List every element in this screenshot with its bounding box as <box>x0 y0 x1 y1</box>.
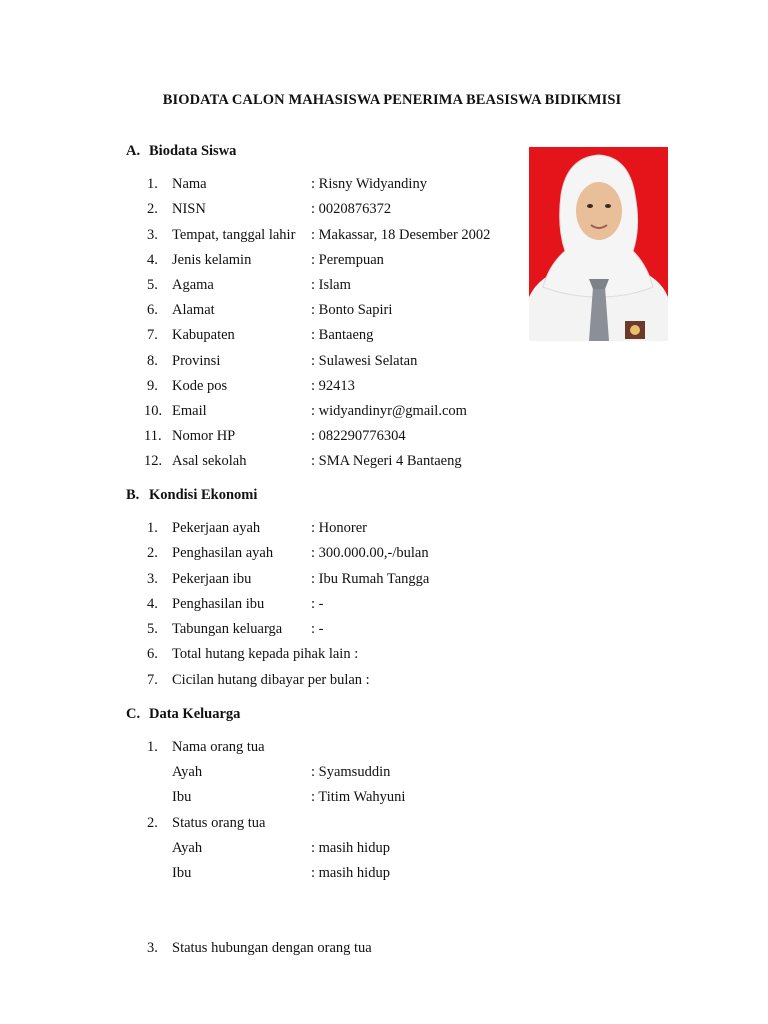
item-label: Ibu <box>172 865 192 881</box>
item-number: 12. <box>144 453 163 469</box>
item-value: : Islam <box>311 277 351 293</box>
item-number: 7. <box>147 672 158 688</box>
item-label: Kabupaten <box>172 327 235 343</box>
section-letter: C. <box>126 706 141 722</box>
section-c-heading <box>126 706 240 723</box>
item-number: 5. <box>147 621 158 637</box>
student-photo <box>529 147 668 341</box>
item-number: 3. <box>147 940 158 956</box>
item-number: 6. <box>147 302 158 318</box>
section-title: Kondisi Ekonomi <box>149 487 258 503</box>
item-label: Ayah <box>172 764 203 780</box>
item-value: : Risny Widyandiny <box>311 176 427 192</box>
item-label: Nomor HP <box>172 428 236 444</box>
item-label: Agama <box>172 277 214 293</box>
item-label: Alamat <box>172 302 215 318</box>
item-label: Jenis kelamin <box>172 252 252 268</box>
item-value: : Bantaeng <box>311 327 374 343</box>
item-label: Kode pos <box>172 378 228 394</box>
item-number: 3. <box>147 227 158 243</box>
item-value: : Titim Wahyuni <box>311 789 406 805</box>
item-value: : widyandinyr@gmail.com <box>311 403 467 419</box>
item-number: 2. <box>147 201 158 217</box>
section-letter: A. <box>126 143 141 159</box>
section-letter: B. <box>126 487 140 503</box>
item-label: Nama <box>172 176 207 192</box>
item-number: 11. <box>144 428 162 444</box>
item-number: 1. <box>147 176 158 192</box>
item-label: Status hubungan dengan orang tua <box>172 940 372 956</box>
item-number: 2. <box>147 545 158 561</box>
item-label: NISN <box>172 201 206 217</box>
item-label: Penghasilan ibu <box>172 596 265 612</box>
item-label: Nama orang tua <box>172 739 265 755</box>
item-number: 2. <box>147 815 158 831</box>
item-label: Ibu <box>172 789 192 805</box>
item-number: 1. <box>147 520 158 536</box>
item-label: Tempat, tanggal lahir <box>172 227 296 243</box>
item-label: Ayah <box>172 840 203 856</box>
item-label: Pekerjaan ayah <box>172 520 261 536</box>
section-title: Data Keluarga <box>149 706 241 722</box>
item-value: : Honorer <box>311 520 367 536</box>
item-number: 4. <box>147 596 158 612</box>
item-label: Status orang tua <box>172 815 266 831</box>
item-number: 1. <box>147 739 158 755</box>
item-value: : - <box>311 621 324 637</box>
section-b-heading <box>126 487 257 504</box>
item-number: 10. <box>144 403 163 419</box>
item-value: : Perempuan <box>311 252 384 268</box>
item-label: Asal sekolah <box>172 453 247 469</box>
section-a-heading <box>126 143 236 160</box>
item-value: : Ibu Rumah Tangga <box>311 571 430 587</box>
item-number: 5. <box>147 277 158 293</box>
item-number: 9. <box>147 378 158 394</box>
item-value: : masih hidup <box>311 865 390 881</box>
document-title: BIODATA CALON MAHASISWA PENERIMA BEASISWA BIDIKMISI <box>162 92 622 108</box>
item-value: : 300.000.00,-/bulan <box>311 545 429 561</box>
item-number: 4. <box>147 252 158 268</box>
item-label: Penghasilan ayah <box>172 545 274 561</box>
item-value: : Bonto Sapiri <box>311 302 393 318</box>
item-value: : Syamsuddin <box>311 764 391 780</box>
item-value: : - <box>311 596 324 612</box>
item-label: Provinsi <box>172 353 221 369</box>
item-value: : SMA Negeri 4 Bantaeng <box>311 453 462 469</box>
item-value: : Makassar, 18 Desember 2002 <box>311 227 491 243</box>
item-value: : 92413 <box>311 378 355 394</box>
item-label: Total hutang kepada pihak lain : <box>172 646 359 662</box>
item-value: : masih hidup <box>311 840 390 856</box>
item-number: 8. <box>147 353 158 369</box>
item-value: : 0020876372 <box>311 201 392 217</box>
item-number: 7. <box>147 327 158 343</box>
item-label: Email <box>172 403 207 419</box>
item-label: Pekerjaan ibu <box>172 571 252 587</box>
item-label: Cicilan hutang dibayar per bulan : <box>172 672 370 688</box>
item-value: : 082290776304 <box>311 428 406 444</box>
section-title: Biodata Siswa <box>149 143 237 159</box>
item-label: Tabungan keluarga <box>172 621 283 637</box>
item-value: : Sulawesi Selatan <box>311 353 418 369</box>
item-number: 6. <box>147 646 158 662</box>
portrait-illustration <box>529 147 668 341</box>
item-number: 3. <box>147 571 158 587</box>
